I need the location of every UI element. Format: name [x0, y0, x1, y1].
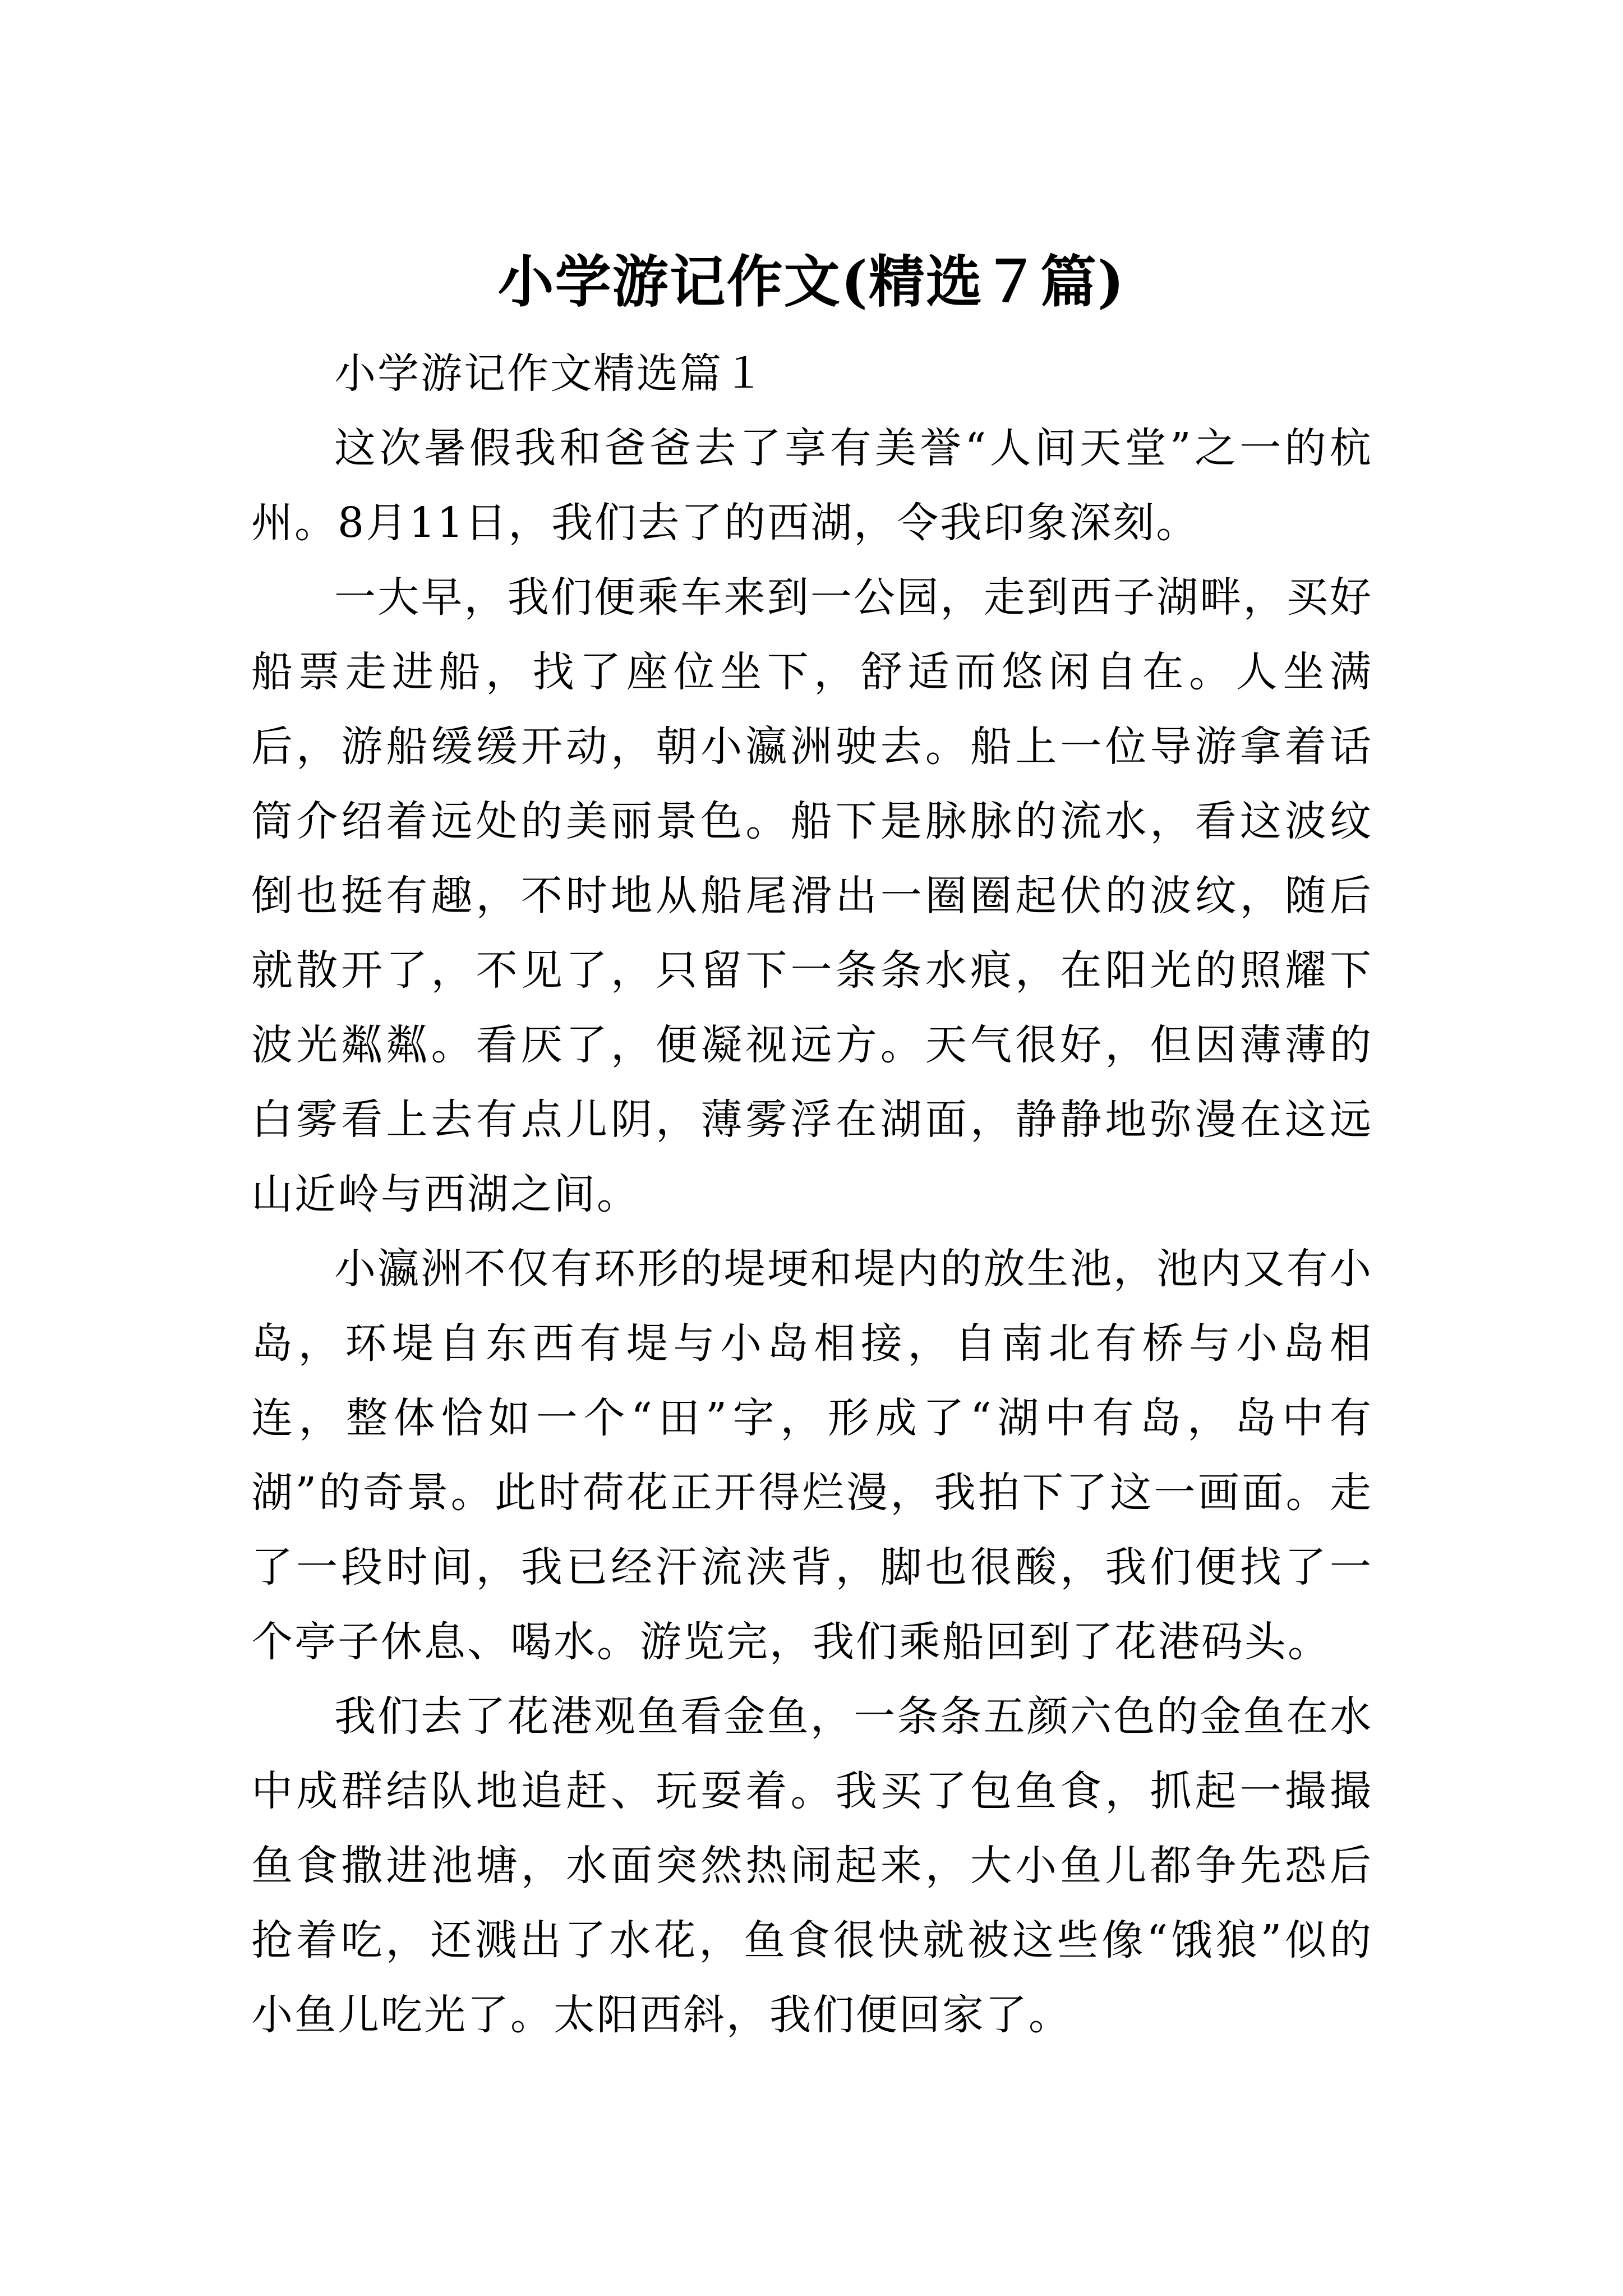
paragraph-3: 小瀛洲不仅有环形的堤埂和堤内的放生池，池内又有小岛，环堤自东西有堤与小岛相接，自南北有桥与小岛相连，整体恰如一个“田”字，形成了“湖中有岛，岛中有湖”的奇景。此时荷花正开得烂漫，我拍下了这一画面。走了一段时间，我已经汗流浃背，脚也很酸，我们便找了一个亭子休息、喝水。游览完，我们乘船回到了花港码头。 [251, 1245, 1373, 1666]
document-body [251, 337, 1373, 2053]
document-title: 小学游记作文(精选７篇) [497, 249, 1126, 315]
paragraph-4: 我们去了花港观鱼看金鱼，一条条五颜六色的金鱼在水中成群结队地追赶、玩耍着。我买了包鱼食，抓起一撮撮鱼食撒进池塘，水面突然热闹起来，大小鱼儿都争先恐后抢着吃，还溅出了水花，鱼食很快就被这些像“饿狼”似的小鱼儿吃光了。太阳西斜，我们便回家了。 [251, 1692, 1373, 2039]
paragraph-2: 一大早，我们便乘车来到一公园，走到西子湖畔，买好船票走进船，找了座位坐下，舒适而悠闲自在。人坐满后，游船缓缓开动，朝小瀛洲驶去。船上一位导游拿着话筒介绍着远处的美丽景色。船下是脉脉的流水，看这波纹倒也挺有趣，不时地从船尾滑出一圈圈起伏的波纹，随后就散开了，不见了，只留下一条条水痕，在阳光的照耀下波光粼粼。看厌了，便凝视远方。天气很好，但因薄薄的白雾看上去有点儿阴，薄雾浮在湖面，静静地弥漫在这远山近岭与西湖之间。 [251, 573, 1373, 1218]
paragraph-1: 这次暑假我和爸爸去了享有美誉“人间天堂”之一的杭州。8月11日，我们去了的西湖，令我印象深刻。 [251, 424, 1373, 547]
section-heading: 小学游记作文精选篇１ [334, 349, 766, 398]
